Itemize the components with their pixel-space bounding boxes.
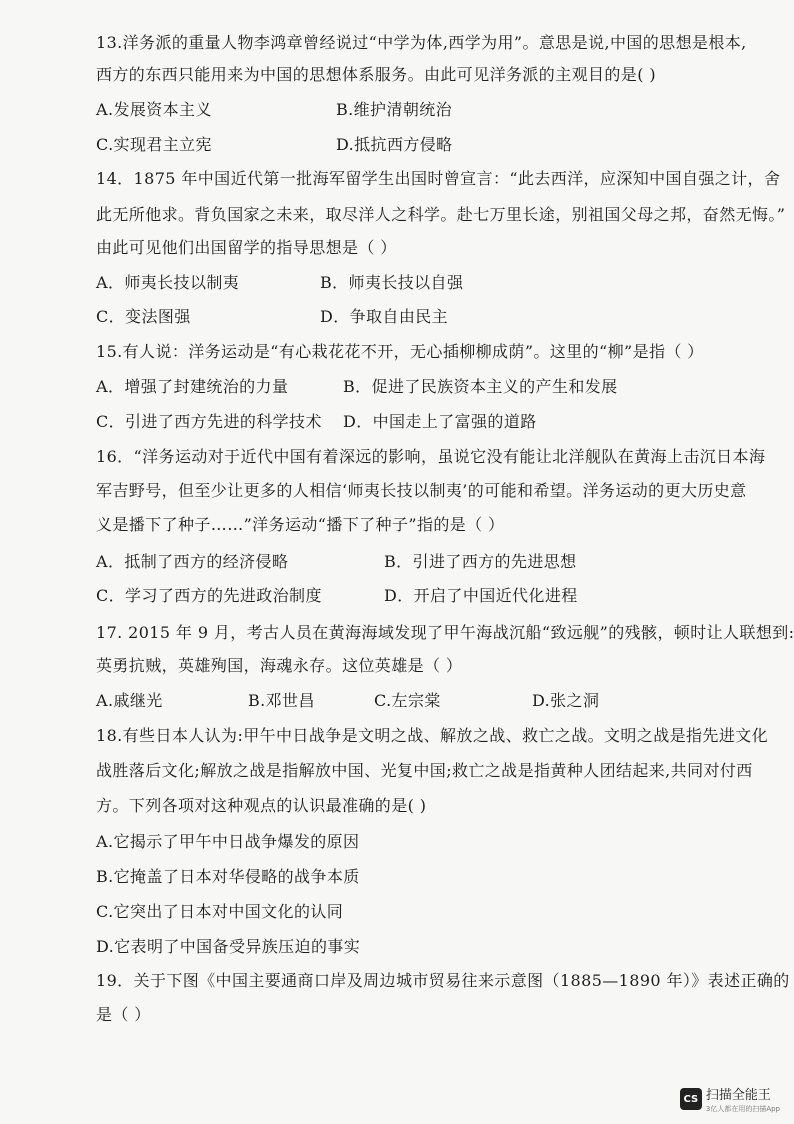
scanner-watermark <box>680 1088 780 1114</box>
q16-option-d: D．开启了中国近代化进程 <box>384 586 578 605</box>
q17-option-b: B.邓世昌 <box>248 691 315 710</box>
q14-option-d: D．争取自由民主 <box>320 307 449 326</box>
q16-option-a: A．抵制了西方的经济侵略 <box>96 552 289 571</box>
q18-option-b: B.它掩盖了日本对华侵略的战争本质 <box>96 867 360 886</box>
question-18-line-2: 战胜落后文化;解放之战是指解放中国、光复中国;救亡之战是指黄种人团结起来,共同对付西 <box>96 761 753 780</box>
watermark-subtitle: 3亿人都在用的扫描App <box>705 1105 780 1113</box>
question-14-line-1: 14．1875 年中国近代第一批海军留学生出国时曾宣言：“此去西洋，应深知中国自强之计，舍 <box>96 169 781 188</box>
question-16-line-3: 义是播下了种子……”洋务运动“播下了种子”指的是（ ） <box>96 515 505 534</box>
question-18-line-3: 方。下列各项对这种观点的认识最准确的是( ) <box>96 796 427 815</box>
camscanner-logo-icon: CS <box>680 1088 702 1110</box>
question-13-line-2: 西方的东西只能用来为中国的思想体系服务。由此可见洋务派的主观目的是( ) <box>96 65 656 84</box>
q18-option-d: D.它表明了中国备受异族压迫的事实 <box>96 937 361 956</box>
question-18-line-1: 18.有些日本人认为:甲午中日战争是文明之战、解放之战、救亡之战。文明之战是指先进文化 <box>96 726 769 745</box>
q14-option-c: C．变法图强 <box>96 307 191 326</box>
q17-option-a: A.戚继光 <box>96 691 163 710</box>
question-13-line-1: 13.洋务派的重量人物李鸿章曾经说过“中学为体,西学为用”。意思是说,中国的思想是根本, <box>96 33 747 52</box>
q15-option-c: C．引进了西方先进的科学技术 <box>96 412 322 431</box>
q18-option-c: C.它突出了日本对中国文化的认同 <box>96 902 344 921</box>
q14-option-a: A．师夷长技以制夷 <box>96 273 240 292</box>
q13-option-d: D.抵抗西方侵略 <box>336 135 453 154</box>
question-16-line-2: 军吉野号，但至少让更多的人相信‘师夷长技以制夷’的可能和希望。洋务运动的更大历史意 <box>96 481 747 500</box>
q15-option-a: A．增强了封建统治的力量 <box>96 377 289 396</box>
watermark-title: 扫描全能王 <box>705 1088 771 1103</box>
question-19-line-1: 19．关于下图《中国主要通商口岸及周边城市贸易往来示意图（1885—1890 年）》表述正确的 <box>96 971 790 990</box>
q13-option-a: A.发展资本主义 <box>96 100 212 119</box>
q13-option-c: C.实现君主立宪 <box>96 135 212 154</box>
q16-option-b: B．引进了西方的先进思想 <box>384 552 577 571</box>
q14-option-b: B．师夷长技以自强 <box>320 273 464 292</box>
q13-option-b: B.维护清朝统治 <box>336 100 453 119</box>
question-15-line-1: 15.有人说：洋务运动是“有心栽花花不开，无心插柳柳成荫”。这里的“柳”是指（ ） <box>96 342 704 361</box>
question-17-line-2: 英勇抗贼，英雄殉国，海魂永存。这位英雄是（ ） <box>96 656 463 675</box>
q17-option-c: C.左宗棠 <box>374 691 441 710</box>
q15-option-b: B．促进了民族资本主义的产生和发展 <box>343 377 618 396</box>
question-14-line-3: 由此可见他们出国留学的指导思想是（ ） <box>96 238 397 257</box>
q16-option-c: C．学习了西方的先进政治制度 <box>96 586 322 605</box>
question-17-line-1: 17. 2015 年 9 月，考古人员在黄海海域发现了甲午海战沉船“致远舰”的残骸，顿时让人联想到: <box>96 623 794 642</box>
q15-option-d: D．中国走上了富强的道路 <box>343 412 537 431</box>
question-14-line-2: 此无所他求。背负国家之未来，取尽洋人之科学。赴七万里长途，别祖国父母之邦，奋然无悔。” <box>96 205 786 224</box>
q17-option-d: D.张之洞 <box>532 691 600 710</box>
question-19-line-2: 是（ ） <box>96 1005 151 1024</box>
q18-option-a: A.它揭示了甲午中日战争爆发的原因 <box>96 832 360 851</box>
question-16-line-1: 16．“洋务运动对于近代中国有着深远的影响，虽说它没有能让北洋舰队在黄海上击沉日本海 <box>96 447 766 466</box>
